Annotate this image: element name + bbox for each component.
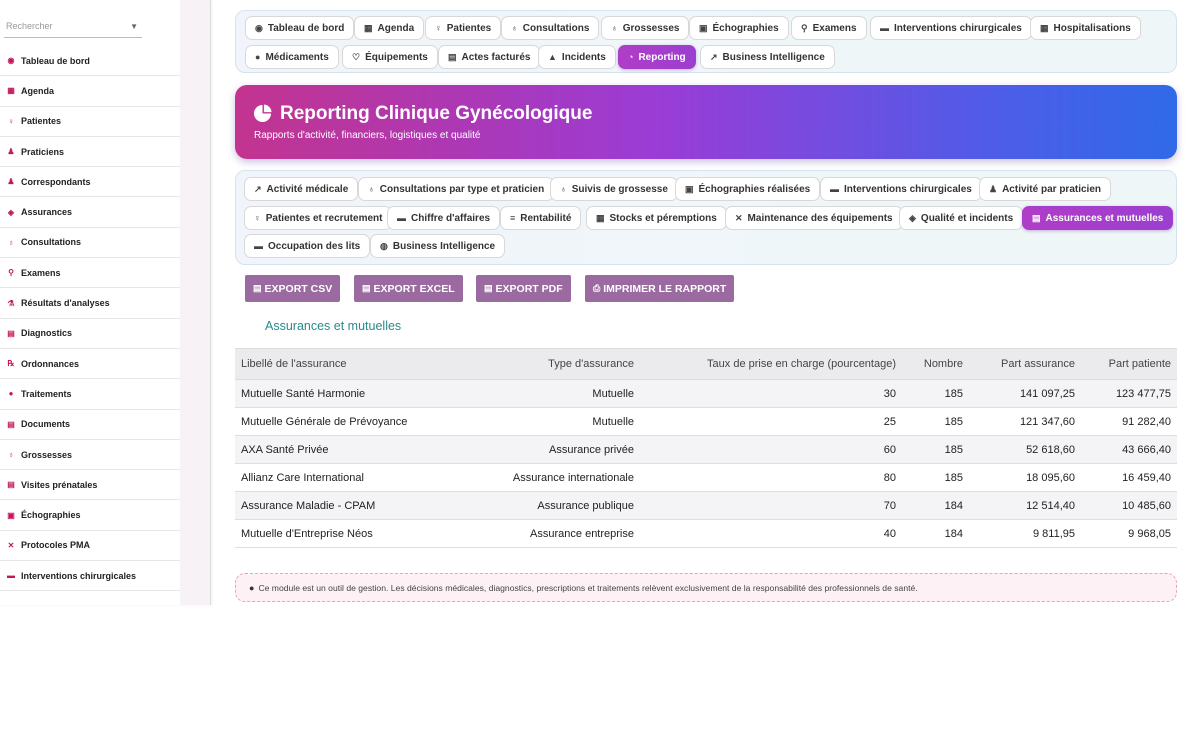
table-cell: 185 [902,380,969,408]
file-icon: ▤ [1032,212,1041,223]
nav-label: Agenda [377,22,415,34]
table-cell: 60 [640,436,902,464]
table-cell: 141 097,25 [969,380,1081,408]
table-cell: Assurance publique [435,492,640,520]
nav-label: Incidents [561,51,606,63]
sidebar-item-interventions-chirurgicales[interactable] [0,561,180,591]
table-cell: Assurance entreprise [435,520,640,548]
tab-label: Maintenance des équipements [747,212,893,224]
sidebar-item-grossesses[interactable] [0,440,180,470]
baby-icon: ♁ [560,184,567,194]
page-title: Reporting Clinique Gynécologique [280,103,593,124]
stethoscope-icon: ♁ [8,237,14,247]
table-cell: 9 968,05 [1081,520,1177,548]
table-row [235,520,1177,548]
sidebar-item-label: Ordonnances [21,358,80,369]
sidebar-item-label: Grossesses [21,449,73,460]
notes-icon: ▤ [7,480,15,490]
tab-label: Échographies réalisées [698,183,811,195]
doctor-icon: ♟ [7,147,15,157]
sidebar-item-label: Consultations [21,237,81,248]
tab-rentabilite[interactable] [500,206,581,230]
sidebar-item-label: Tableau de bord [21,55,90,66]
sidebar [0,0,211,605]
tab-maintenance-equipements[interactable] [725,206,903,230]
table-cell: 184 [902,492,969,520]
pie-chart-icon: ◔ [628,52,634,62]
sidebar-item-ordonnances[interactable] [0,349,180,379]
table-cell: 185 [902,408,969,436]
nav-label: Actes facturés [461,51,531,63]
nav-label: Reporting [638,51,686,63]
tab-label: Assurances et mutuelles [1045,212,1164,224]
female-icon: ♀ [435,23,442,33]
print-report-button[interactable] [585,275,734,302]
nav-interventions-chirurgicales[interactable] [870,16,1032,40]
table-row [235,380,1177,408]
nav-equipements[interactable] [342,45,438,69]
table-header-row [235,349,1177,380]
table-cell: Assurance privée [435,436,640,464]
sidebar-item-visites-prenatales[interactable] [0,470,180,500]
page-banner [235,85,1177,159]
line-chart-icon: ↗ [710,51,718,62]
nav-business-intelligence[interactable] [700,45,835,69]
tab-label: Business Intelligence [392,240,496,252]
coins-icon: ≡ [510,213,516,223]
monitor-icon: ▣ [685,183,694,194]
button-label: EXPORT PDF [495,282,563,295]
nav-label: Patientes [446,22,492,34]
column-header[interactable]: Part assurance [969,349,1081,380]
calendar-icon: ▦ [364,22,373,33]
file-icon: ▤ [7,419,15,429]
sidebar-menu [0,46,180,591]
nav-hospitalisations[interactable] [1030,16,1141,40]
tab-business-intelligence[interactable] [370,234,505,258]
column-header[interactable]: Type d'assurance [435,349,640,380]
sidebar-item-label: Protocoles PMA [21,540,91,551]
sidebar-item-tableau-de-bord[interactable] [0,46,180,76]
table-cell: Mutuelle Générale de Prévoyance [235,408,435,436]
heart-pulse-icon: ♡ [352,51,361,62]
table-cell: 80 [640,464,902,492]
brain-icon: ◍ [380,240,388,251]
dashboard-icon: ◉ [255,22,263,33]
nav-label: Médicaments [265,51,329,63]
tab-patientes-recrutement[interactable] [244,206,392,230]
tab-chiffre-affaires[interactable] [387,206,500,230]
dna-icon: ✕ [7,540,15,550]
microscope-icon: ⚲ [801,22,808,33]
nav-reporting[interactable] [618,45,696,69]
table-cell: 121 347,60 [969,408,1081,436]
table-cell: 123 477,75 [1081,380,1177,408]
table-cell: Mutuelle [435,408,640,436]
pills-icon: ● [8,389,14,399]
shield-icon: ◈ [7,207,15,217]
user-icon: ♟ [7,177,15,187]
sidebar-item-label: Examens [21,267,61,278]
nav-incidents[interactable] [538,45,616,69]
table-cell: Assurance Maladie - CPAM [235,492,435,520]
bed-icon: ▬ [880,23,889,33]
tab-qualite-incidents[interactable] [899,206,1023,230]
table-row [235,464,1177,492]
sidebar-item-praticiens[interactable] [0,137,180,167]
nav-patientes[interactable] [425,16,501,40]
nav-label: Grossesses [622,22,680,34]
stethoscope-icon: ♁ [368,184,375,194]
hospital-icon: ▦ [1040,22,1049,33]
printer-icon: ⎙ [593,283,601,293]
bed-icon: ▬ [830,184,839,194]
report-tabs [235,170,1177,265]
table-cell: 10 485,60 [1081,492,1177,520]
nav-examens[interactable] [791,16,867,40]
export-pdf-button[interactable] [476,275,571,302]
file-icon: ▤ [362,283,371,293]
tab-activite-medicale[interactable] [244,177,358,201]
table-cell: 40 [640,520,902,548]
nav-label: Hospitalisations [1053,22,1131,34]
table-cell: 91 282,40 [1081,408,1177,436]
bed-icon: ▬ [254,241,263,251]
table-row [235,436,1177,464]
tab-label: Rentabilité [520,212,572,224]
column-header[interactable]: Nombre [902,349,969,380]
sidebar-item-label: Documents [21,419,71,430]
bed-icon: ▬ [7,571,15,581]
monitor-icon: ▣ [699,22,708,33]
tab-label: Activité médicale [266,183,349,195]
tab-suivis-grossesse[interactable] [550,177,678,201]
tools-icon: ✕ [735,212,743,223]
sidebar-item-patientes[interactable] [0,107,180,137]
flask-icon: ⚗ [7,298,15,308]
table-cell: 52 618,60 [969,436,1081,464]
nav-echographies[interactable] [689,16,789,40]
monitor-icon: ▣ [7,510,15,520]
tab-activite-praticien[interactable] [979,177,1111,201]
nav-label: Équipements [365,51,428,63]
export-excel-button[interactable] [354,275,463,302]
column-header[interactable]: Libellé de l'assurance [235,349,435,380]
sidebar-item-label: Résultats d'analyses [21,298,110,309]
nav-consultations[interactable] [501,16,599,40]
line-chart-icon: ↗ [254,183,262,194]
invoice-icon: ▤ [448,51,457,62]
disclaimer-text: Ce module est un outil de gestion. Les décisions médicales, diagnostics, prescriptions et traitements relèvent exclusivement de la responsabilité des professionnels de santé. [258,582,918,593]
button-label: IMPRIMER LE RAPPORT [603,282,727,295]
button-label: EXPORT EXCEL [373,282,455,295]
tab-label: Qualité et incidents [920,212,1014,224]
money-icon: ▬ [397,213,406,223]
sidebar-item-resultats-analyses[interactable] [0,288,180,318]
nav-label: Consultations [522,22,590,34]
sidebar-item-diagnostics[interactable] [0,319,180,349]
nav-actes-factures[interactable] [438,45,540,69]
boxes-icon: ▦ [596,212,605,223]
female-icon: ♀ [8,116,14,126]
search-select[interactable] [4,16,142,38]
table-cell: Assurance internationale [435,464,640,492]
table-cell: 9 811,95 [969,520,1081,548]
nav-label: Interventions chirurgicales [894,22,1022,34]
table-cell: 18 095,60 [969,464,1081,492]
tab-label: Interventions chirurgicales [844,183,972,195]
table-cell: 70 [640,492,902,520]
pie-chart-icon [253,104,272,123]
table-cell: 30 [640,380,902,408]
shield-icon: ◈ [909,212,916,223]
table-cell: 185 [902,464,969,492]
nav-label: Examens [812,22,857,34]
sidebar-item-label: Diagnostics [21,328,73,339]
tab-label: Chiffre d'affaires [411,212,491,224]
doctor-icon: ♟ [989,183,998,194]
table-cell: Mutuelle Santé Harmonie [235,380,435,408]
nav-label: Tableau de bord [267,22,345,34]
sidebar-item-label: Visites prénatales [21,479,98,490]
prescription-icon: ℞ [7,359,15,369]
tab-echographies-realisees[interactable] [675,177,820,201]
button-label: EXPORT CSV [264,282,333,295]
search-input[interactable] [4,16,124,36]
nav-label: Business Intelligence [722,51,825,63]
sidebar-item-label: Traitements [21,388,72,399]
stethoscope-icon: ♁ [511,23,518,33]
sidebar-item-traitements[interactable] [0,379,180,409]
tab-label: Suivis de grossesse [571,183,668,195]
dashboard-icon: ◉ [7,56,15,66]
file-icon: ▤ [484,283,493,293]
table-cell: 25 [640,408,902,436]
table-cell: Mutuelle [435,380,640,408]
clipboard-icon: ▤ [7,328,15,338]
nav-grossesses[interactable] [601,16,689,40]
sidebar-item-label: Interventions chirurgicales [21,570,137,581]
column-header[interactable]: Part patiente [1081,349,1177,380]
baby-icon: ♁ [611,23,618,33]
nav-medicaments[interactable] [245,45,339,69]
export-csv-button[interactable] [245,275,340,302]
pills-icon: ● [255,52,261,62]
sidebar-item-examens[interactable] [0,258,180,288]
warning-icon: ▲ [548,52,557,62]
top-nav [235,10,1177,73]
page-subtitle: Rapports d'activité, financiers, logistiques et qualité [254,130,481,141]
table-cell: 185 [902,436,969,464]
table-cell: 184 [902,520,969,548]
table-cell: 12 514,40 [969,492,1081,520]
info-icon: ● [249,582,255,593]
baby-icon: ♁ [8,450,14,459]
tab-label: Activité par praticien [1002,183,1101,195]
tab-stocks-peremptions[interactable] [586,206,727,230]
table-row [235,408,1177,436]
table-cell: Allianz Care International [235,464,435,492]
sidebar-item-agenda[interactable] [0,76,180,106]
sidebar-item-assurances[interactable] [0,197,180,227]
tab-assurances-mutuelles[interactable] [1022,206,1173,230]
disclaimer-notice [235,573,1177,602]
sidebar-item-label: Correspondants [21,176,91,187]
table-row [235,492,1177,520]
sidebar-item-label: Praticiens [21,146,65,157]
sidebar-item-consultations[interactable] [0,228,180,258]
sidebar-item-correspondants[interactable] [0,167,180,197]
microscope-icon: ⚲ [8,268,14,278]
report-table [235,348,1177,548]
sidebar-item-label: Échographies [21,510,81,521]
calendar-icon: ▦ [7,86,15,96]
nav-label: Échographies [712,22,779,34]
sidebar-item-echographies[interactable] [0,500,180,530]
file-icon: ▤ [253,283,262,293]
tab-interventions-chirurgicales[interactable] [820,177,982,201]
tab-label: Occupation des lits [268,240,361,252]
sidebar-item-label: Assurances [21,207,73,218]
report-section-title: Assurances et mutuelles [265,319,402,333]
table-cell: 16 459,40 [1081,464,1177,492]
sidebar-item-label: Agenda [21,85,55,96]
nav-agenda[interactable] [354,16,424,40]
sidebar-item-label: Patientes [21,116,62,127]
tab-label: Consultations par type et praticien [379,183,545,195]
tab-label: Patientes et recrutement [265,212,383,224]
nav-tableau-de-bord[interactable] [245,16,354,40]
sidebar-item-documents[interactable] [0,410,180,440]
tab-consultations-type-praticien[interactable] [358,177,554,201]
table-cell: AXA Santé Privée [235,436,435,464]
caret-down-icon[interactable]: ▼ [130,22,138,31]
tab-label: Stocks et péremptions [609,212,717,224]
sidebar-item-protocoles-pma[interactable] [0,531,180,561]
tab-occupation-lits[interactable] [244,234,370,258]
female-icon: ♀ [254,213,261,223]
table-cell: Mutuelle d'Entreprise Néos [235,520,435,548]
column-header[interactable]: Taux de prise en charge (pourcentage) [640,349,902,380]
sidebar-scroll-strip [180,0,210,605]
table-cell: 43 666,40 [1081,436,1177,464]
